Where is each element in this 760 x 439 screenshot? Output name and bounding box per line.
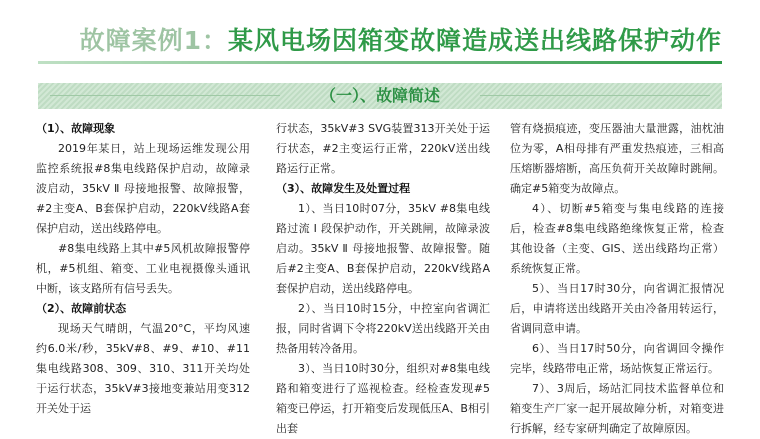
text-column-3 [510, 119, 724, 439]
paragraph-continued: 管有烧损痕迹，变压器油大量泄露，油枕油位为零，A相母排有严重发热痕迹，三相高压熔断器熔断，高压负荷开关故障时跳闸。确定#5箱变为故障点。 [510, 122, 724, 195]
text-column-2 [276, 119, 490, 439]
page-title [0, 21, 760, 57]
title-main: 某风电场因箱变故障造成送出线路保护动作 [227, 26, 722, 55]
paragraph: 现场天气晴朗，气温20°C，平均风速约6.0米/秒，35kV#8、#9、#10、#11集电线路308、309、310、311开关均处于运行状态，35kV#3接地变兼站用变312开关处于运 [36, 322, 250, 415]
section-heading: （一）、故障简述 [319, 86, 440, 105]
paragraph: 7）、3周后，场站汇同技术监督单位和箱变生产厂家一起开展故障分析，对箱变进行拆解，经专家研判确定了故障原因。 [510, 382, 724, 435]
subheading-prior-state: （2）、故障前状态 [36, 302, 127, 315]
paragraph: 1）、当日10时07分，35kV #8集电线路过流 Ⅰ 段保护动作，开关跳闸，故障录波启动。35kV Ⅱ 母接地报警、故障报警。随后#2主变A、B套保护启动，220kV线路A套保护启动，送出线路停电。 [276, 202, 490, 295]
paragraph: 2）、当日10时15分，中控室向省调汇报，同时省调下令将220kV送出线路开关由热备用转冷备用。 [276, 302, 490, 355]
paragraph: 2019年某日，站上现场运维发现公用监控系统报#8集电线路保护启动，故障录波启动，35kV Ⅱ 母接地报警、故障报警，#2主变A、B套保护启动，220kV线路A套保护启动，送出线路停电。 [36, 142, 250, 235]
subheading-process: （3）、故障发生及处置过程 [276, 182, 411, 195]
paragraph-continued: 行状态，35kV#3 SVG装置313开关处于运行状态，#2主变运行正常，220kV送出线路运行正常。 [276, 122, 490, 175]
title-lead: 故障案例1： [79, 26, 228, 55]
paragraph: #8集电线路上其中#5风机故障报警停机，#5机组、箱变、工业电视摄像头通讯中断，该支路所有信号丢失。 [36, 242, 250, 295]
text-column-1 [36, 119, 250, 419]
subheading-phenomenon: （1）、故障现象 [36, 122, 116, 135]
paragraph: 3）、当日10时30分，组织对#8集电线路和箱变进行了巡视检查。经检查发现#5箱变已停运，打开箱变后发现低压A、B相引出套 [276, 362, 490, 435]
paragraph: 4）、切断#5箱变与集电线路的连接后，检查#8集电线路绝缘恢复正常，检查其他设备（主变、GIS、送出线路均正常）系统恢复正常。 [510, 202, 724, 275]
paragraph: 5）、当日17时30分，向省调汇报情况后，申请将送出线路开关由冷备用转运行，省调同意申请。 [510, 282, 724, 335]
title-divider [38, 61, 722, 64]
section-banner [38, 83, 722, 109]
paragraph: 6）、当日17时50分，向省调回令操作完毕，线路带电正常，场站恢复正常运行。 [510, 342, 724, 375]
